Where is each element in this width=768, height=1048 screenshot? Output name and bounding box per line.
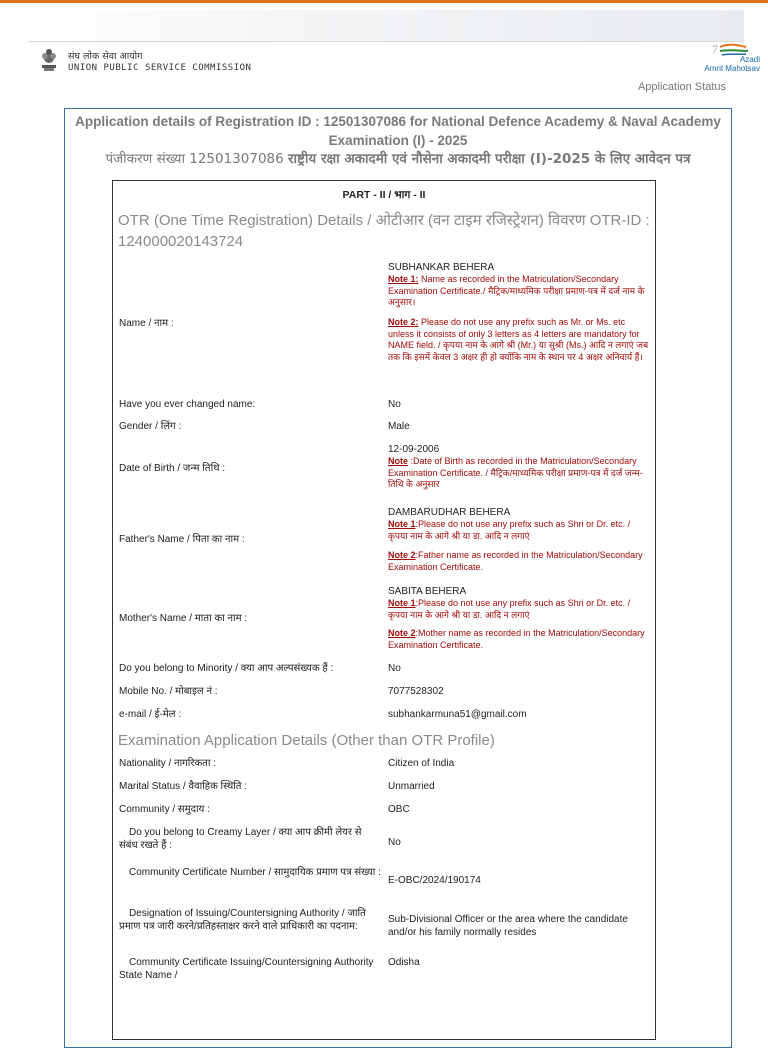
org-name-english: UNION PUBLIC SERVICE COMMISSION (68, 63, 252, 73)
authority-state-value: Odisha (388, 957, 420, 968)
email-value: subhankarmuna51@gmail.com (388, 709, 527, 720)
mother-note-1 (388, 598, 652, 621)
note-tag: Note 2 (388, 550, 416, 560)
exam-section-heading: Examination Application Details (Other than OTR Profile) (118, 732, 495, 749)
certificate-number-value: E-OBC/2024/190174 (388, 875, 481, 886)
email-label: e-mail / ई-मेल : (119, 709, 182, 720)
community-value: OBC (388, 804, 410, 815)
gender-label: Gender / लिंग : (119, 421, 182, 432)
part-heading: PART - II / भाग - II (342, 189, 426, 201)
authority-state-label: Community Certificate Issuing/Countersigning Authority State Name / (119, 957, 374, 981)
application-status-link[interactable]: Application Status (637, 81, 726, 93)
minority-value: No (388, 663, 401, 674)
marital-status-label: Marital Status / वैवाहिक स्थिति : (119, 781, 248, 792)
father-name-value: DAMBARUDHAR BEHERA (388, 507, 511, 518)
title-hindi-bold: राष्ट्रीय रक्षा अकादमी एवं नौसेना अकादमी परीक्षा (I)-2025 के लिए आवेदन पत्र (288, 151, 691, 167)
certificate-number-label: Community Certificate Number / सामुदायिक प्रमाण पत्र संख्या : (129, 867, 381, 878)
dob-value: 12-09-2006 (388, 444, 440, 455)
azadi-logo-text (704, 55, 760, 73)
father-name-label: Father's Name / पिता का नाम : (119, 534, 245, 545)
note-text: :Please do not use any prefix such as Shri or Dr. etc. / कृपया नाम के आगे श्री या डा. आदि न लगाएं (388, 519, 631, 541)
changed-name-label: Have you ever changed name: (119, 399, 256, 410)
national-emblem-icon (38, 45, 60, 73)
issuing-authority-label: Designation of Issuing/Countersigning Authority / जाति प्रमाण पत्र जारी करने/प्रतिहस्ताक्षर करने वाले प्राधिकारी का पदनाम: (119, 908, 366, 932)
minority-label: Do you belong to Minority / क्या आप अल्पसंख्यक हैं : (119, 663, 334, 674)
note-text: :Please do not use any prefix such as Shri or Dr. etc. / कृपया नाम के आगे श्री या डा. आदि न लगाएं (388, 598, 631, 620)
nationality-label: Nationality / नागरिकता : (119, 758, 217, 769)
note-text: :Date of Birth as recorded in the Matriculation/Secondary Examination Certificate. / मैट्रिक/माध्यमिक परीक्षा प्रमाण-पत्र में दर्ज जन्म-तिथि के अनुसार (388, 456, 643, 489)
note-tag: Note (388, 456, 408, 466)
otr-section-heading: OTR (One Time Registration) Details / ओटीआर (वन टाइम रजिस्ट्रेशन) विवरण OTR-ID : 124000020143724 (118, 212, 650, 250)
changed-name-value: No (388, 399, 401, 410)
name-value: SUBHANKAR BEHERA (388, 262, 495, 273)
marital-status-value: Unmarried (388, 781, 435, 792)
note-text: :Father name as recorded in the Matriculation/Secondary Examination Certificate. (388, 550, 643, 572)
community-label: Community / समुदाय : (119, 804, 210, 815)
note-tag: Note 2: (388, 317, 419, 327)
father-note-2 (388, 550, 652, 573)
site-header (0, 0, 768, 78)
name-note-1 (388, 274, 652, 309)
page-title-hindi (70, 149, 726, 169)
creamy-layer-label: Do you belong to Creamy Layer / क्या आप क्रीमी लेयर से संबंध रखते हैं : (119, 827, 362, 851)
name-label: Name / नाम : (119, 318, 174, 329)
header-band (28, 10, 744, 42)
title-hindi-prefix: पंजीकरण संख्या 12501307086 (105, 151, 289, 167)
note-tag: Note 1 (388, 519, 416, 529)
mother-name-value: SABITA BEHERA (388, 586, 467, 597)
creamy-layer-value: No (388, 837, 401, 848)
mobile-value: 7077528302 (388, 686, 444, 697)
org-name-hindi: संघ लोक सेवा आयोग (68, 51, 143, 62)
note-tag: Note 2 (388, 628, 416, 638)
mother-name-label: Mother's Name / माता का नाम : (119, 613, 248, 624)
issuing-authority-value: Sub-Divisional Officer or the area where the candidate and/or his family normally resides (388, 914, 628, 938)
nationality-value: Citizen of India (388, 758, 455, 769)
dob-label: Date of Birth / जन्म तिथि : (119, 463, 226, 474)
gender-value: Male (388, 421, 410, 432)
svg-text:7: 7 (712, 42, 718, 56)
mobile-label: Mobile No. / मोबाइल नं : (119, 686, 218, 697)
name-note-2 (388, 317, 652, 363)
mother-note-2 (388, 628, 652, 651)
father-note-1 (388, 519, 652, 542)
dob-note (388, 456, 652, 491)
note-text: Name as recorded in the Matriculation/Secondary Examination Certificate./ मैट्रिक/माध्यमिक परीक्षा प्रमाण-पत्र में दर्ज नाम के अनुसार। (388, 274, 645, 307)
azadi-logo-line2: Amrit Mahotsav (704, 64, 760, 73)
note-text: Please do not use any prefix such as Mr. or Ms. etc unless it consists of only 3 letters as 4 letters are mandatory for NAME field. / कृपया नाम के आगे श्री (Mr.) या सुश्री (Ms.) आदि न लगाएं जब तक कि इसमें केवल 3 अक्षर ही हो क्योंकि नाम के स्थान पर 4 अक्षर अनिवार्य हैं। (388, 317, 649, 362)
note-text: :Mother name as recorded in the Matriculation/Secondary Examination Certificate. (388, 628, 645, 650)
page-title-english: Application details of Registration ID : 12501307086 for National Defence Academy & Naval Academy Examination (I) - 2025 (75, 114, 721, 148)
azadi-logo-line1: Azadi (739, 55, 760, 64)
note-tag: Note 1 (388, 598, 416, 608)
note-tag: Note 1: (388, 274, 419, 284)
